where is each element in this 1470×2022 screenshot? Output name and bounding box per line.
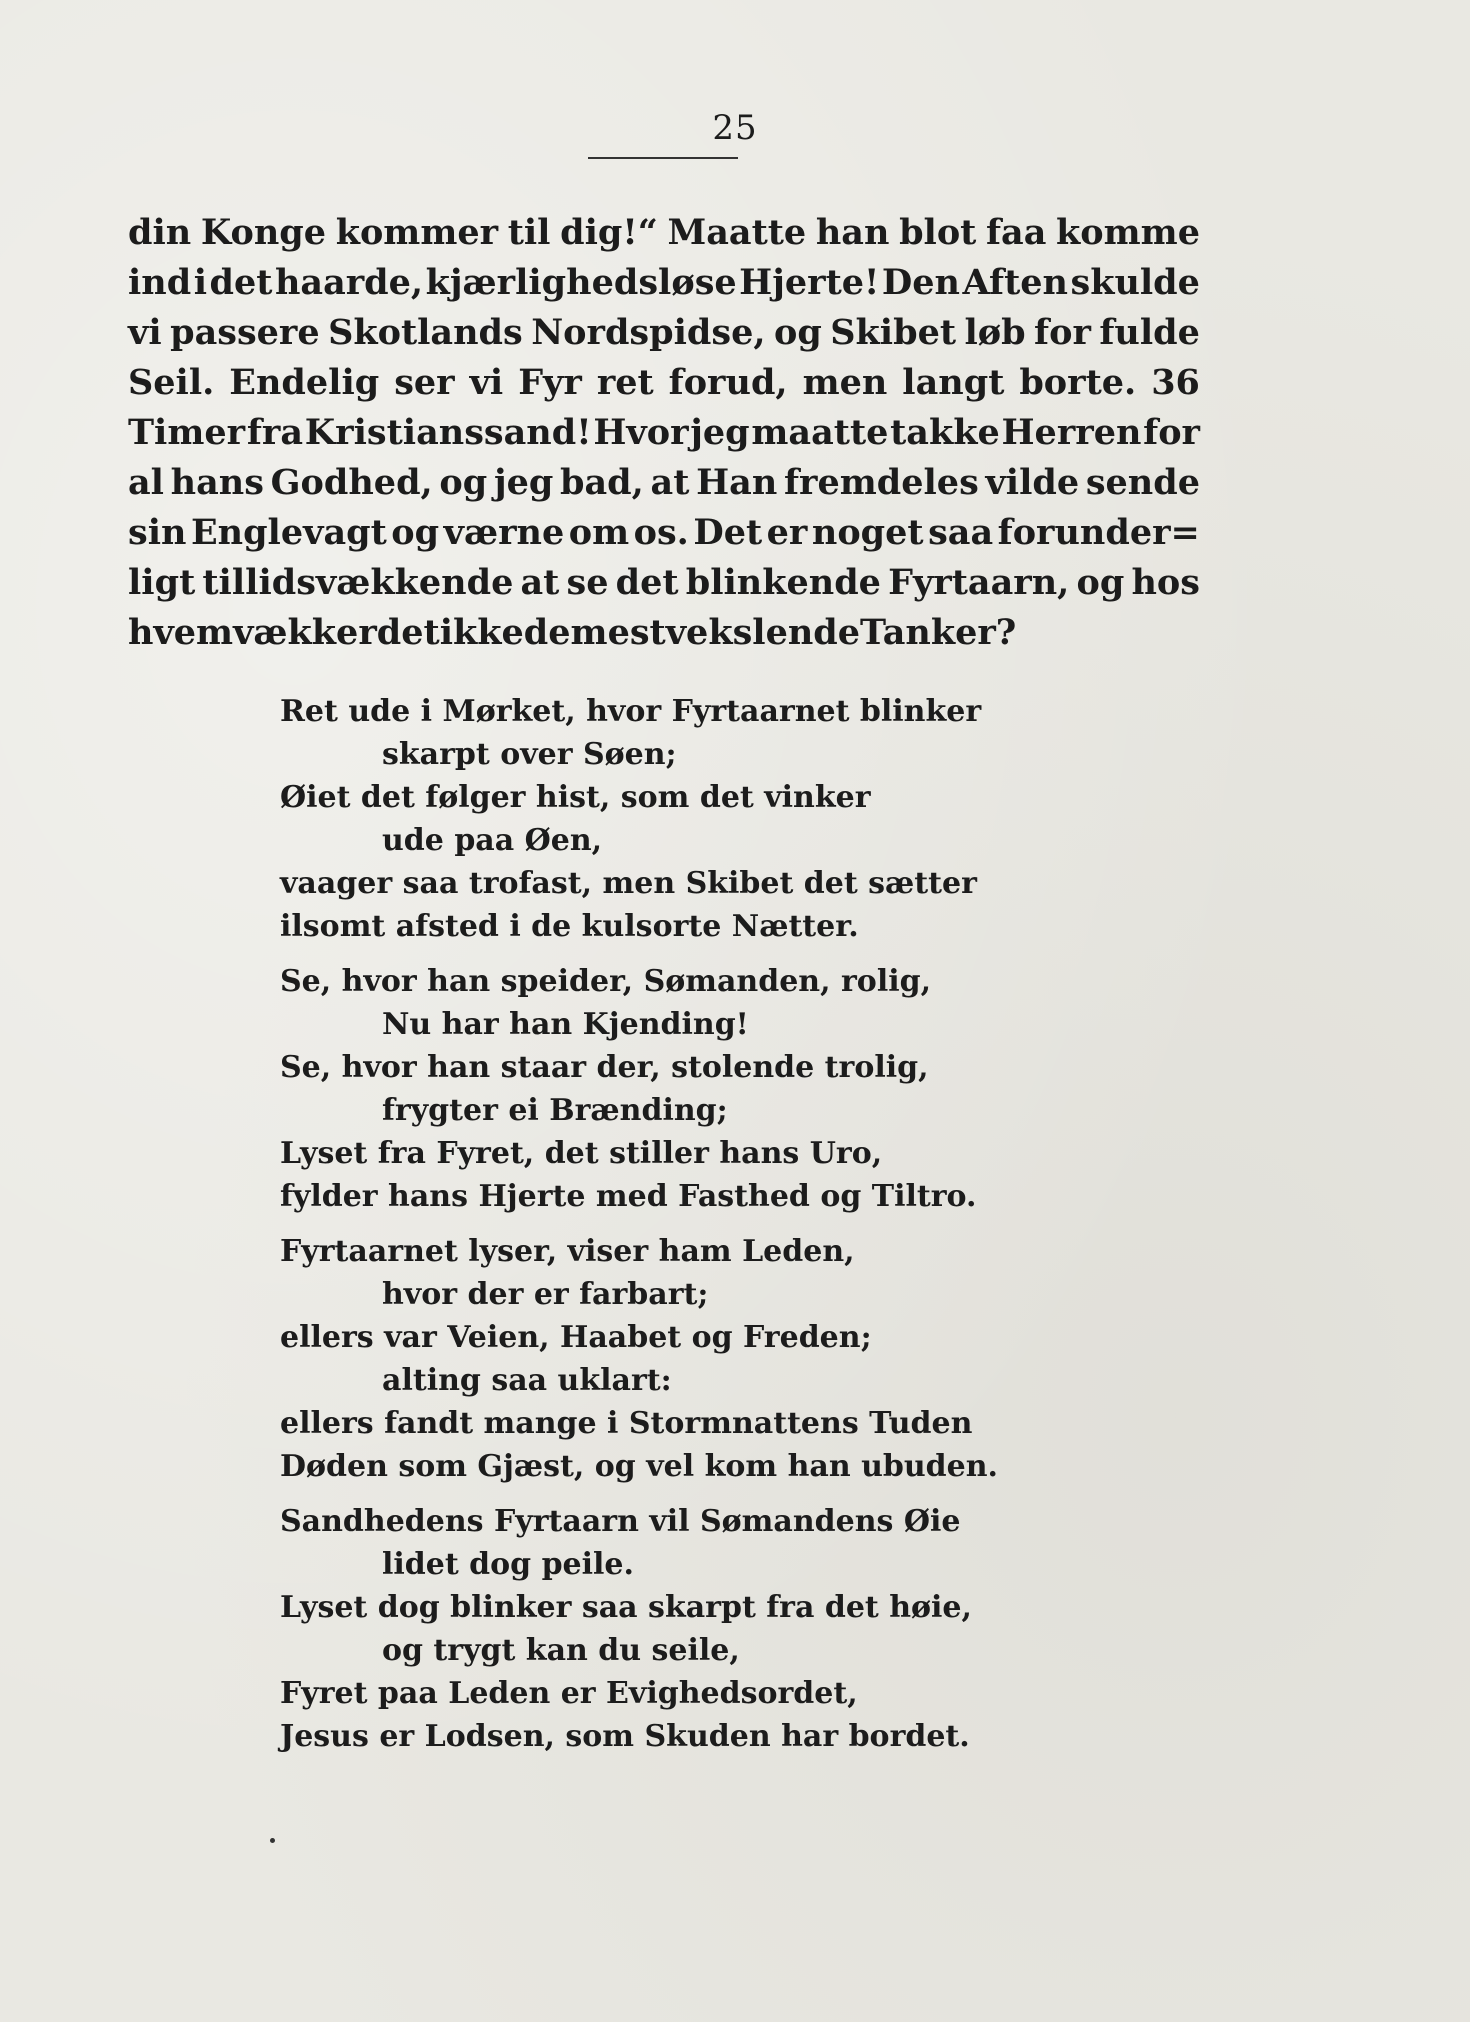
- prose-paragraph: [128, 208, 1200, 658]
- prose-word: Kristianssand!: [304, 412, 592, 453]
- prose-word: hvem: [128, 612, 234, 653]
- prose-word: han: [815, 212, 890, 253]
- prose-word: og: [774, 312, 822, 353]
- poem-line: Fyret paa Leden er Evighedsordet,: [280, 1676, 858, 1711]
- prose-word: og: [1076, 562, 1125, 603]
- prose-word: at: [650, 462, 690, 503]
- poem-stanza: [280, 1230, 1160, 1488]
- poem: [280, 690, 1160, 1770]
- prose-word: din: [128, 212, 192, 253]
- prose-word: forud,: [668, 362, 788, 403]
- poem-line: Ret ude i Mørket, hvor Fyrtaarnet blinker: [280, 694, 982, 729]
- prose-line: [128, 608, 1200, 658]
- prose-word: fulde: [1099, 312, 1200, 353]
- prose-word: værne: [443, 512, 565, 553]
- prose-word: komme: [1056, 212, 1200, 253]
- prose-word: og: [439, 462, 488, 503]
- prose-word: se: [566, 562, 609, 603]
- prose-line: [128, 208, 1200, 258]
- prose-line: [128, 258, 1200, 308]
- prose-word: i: [193, 262, 208, 303]
- poem-stanza: [280, 1500, 1160, 1758]
- prose-word: vekslende: [665, 612, 861, 653]
- prose-word: fra: [246, 412, 304, 453]
- prose-word: ikke: [439, 612, 524, 653]
- poem-line: og trygt kan du seile,: [382, 1633, 740, 1668]
- prose-word: passere: [170, 312, 320, 353]
- prose-word: takke: [890, 412, 1000, 453]
- prose-word: vilde: [985, 462, 1080, 503]
- poem-line: skarpt over Søen;: [382, 737, 677, 772]
- prose-word: Endelig: [229, 362, 380, 403]
- prose-word: ret: [596, 362, 654, 403]
- page-number: 25: [712, 108, 758, 148]
- poem-line: fylder hans Hjerte med Fasthed og Tiltro.: [280, 1179, 977, 1214]
- poem-line: Lyset dog blinker saa skarpt fra det høie,: [280, 1590, 972, 1625]
- prose-word: det: [615, 562, 679, 603]
- prose-word: Konge: [200, 212, 327, 253]
- prose-word: Fyr: [518, 362, 582, 403]
- prose-line: [128, 358, 1200, 408]
- prose-line: [128, 558, 1200, 608]
- prose-word: Skotlands: [328, 312, 523, 353]
- poem-line: ellers fandt mange i Stormnattens Tuden: [280, 1406, 973, 1441]
- poem-line: lidet dog peile.: [382, 1547, 634, 1582]
- prose-word: til: [507, 212, 551, 253]
- prose-word: det: [209, 262, 273, 303]
- prose-word: kommer: [335, 212, 499, 253]
- poem-line: Øiet det følger hist, som det vinker: [280, 780, 871, 815]
- prose-word: bad,: [560, 462, 644, 503]
- poem-line: hvor der er farbart;: [382, 1277, 709, 1312]
- prose-word: Den: [881, 262, 960, 303]
- prose-word: vækker: [233, 612, 377, 653]
- prose-line: [128, 408, 1200, 458]
- prose-word: blot: [899, 212, 977, 253]
- poem-line: alting saa uklart:: [382, 1363, 672, 1398]
- prose-word: Seil.: [128, 362, 215, 403]
- prose-word: jeg: [690, 412, 750, 453]
- poem-line: ude paa Øen,: [382, 823, 603, 858]
- prose-word: Godhed,: [270, 462, 433, 503]
- prose-line: [128, 308, 1200, 358]
- prose-word: vi: [128, 312, 162, 353]
- prose-word: os.: [633, 512, 689, 553]
- prose-word: haarde,: [274, 262, 424, 303]
- prose-word: vi: [469, 362, 504, 403]
- prose-word: mest: [570, 612, 666, 653]
- prose-word: ser: [394, 362, 455, 403]
- prose-word: sende: [1085, 462, 1200, 503]
- prose-word: noget: [811, 512, 924, 553]
- prose-word: men: [802, 362, 888, 403]
- prose-word: de: [523, 612, 571, 653]
- poem-line: frygter ei Brænding;: [382, 1093, 728, 1128]
- prose-word: tillidsvækkende: [202, 562, 514, 603]
- prose-word: hos: [1131, 562, 1200, 603]
- prose-word: Maatte: [667, 212, 807, 253]
- prose-word: faa: [985, 212, 1047, 253]
- prose-word: er: [766, 512, 808, 553]
- poem-line: ellers var Veien, Haabet og Freden;: [280, 1320, 872, 1355]
- prose-line: [128, 508, 1200, 558]
- prose-word: ind: [128, 262, 192, 303]
- paper-speck: [270, 1838, 275, 1843]
- prose-line: [128, 458, 1200, 508]
- prose-word: Tanker?: [860, 612, 1017, 653]
- prose-word: løb: [964, 312, 1026, 353]
- prose-word: borte.: [1019, 362, 1137, 403]
- prose-word: fremdeles: [783, 462, 979, 503]
- prose-word: Nordspidse,: [531, 312, 766, 353]
- prose-word: dig!“: [560, 212, 658, 253]
- poem-line: Se, hvor han staar der, stolende trolig,: [280, 1050, 929, 1085]
- prose-word: al: [128, 462, 164, 503]
- header-rule: [588, 157, 738, 159]
- prose-word: skulde: [1070, 262, 1200, 303]
- prose-word: jeg: [493, 462, 554, 503]
- prose-word: sin: [128, 512, 187, 553]
- prose-word: langt: [902, 362, 1005, 403]
- prose-word: hans: [170, 462, 264, 503]
- prose-word: Timer: [128, 412, 246, 453]
- prose-word: forunder=: [997, 512, 1200, 553]
- prose-word: kjærlighedsløse: [425, 262, 737, 303]
- prose-word: Det: [693, 512, 763, 553]
- poem-stanza: [280, 960, 1160, 1218]
- prose-word: for: [1034, 312, 1091, 353]
- prose-word: Skibet: [830, 312, 957, 353]
- poem-line: Nu har han Kjending!: [382, 1007, 749, 1042]
- poem-line: Jesus er Lodsen, som Skuden har bordet.: [280, 1719, 970, 1754]
- poem-stanza: [280, 690, 1160, 948]
- prose-word: Herren: [1001, 412, 1142, 453]
- poem-line: vaager saa trofast, men Skibet det sætter: [280, 866, 977, 901]
- prose-word: det: [376, 612, 440, 653]
- poem-line: Lyset fra Fyret, det stiller hans Uro,: [280, 1136, 883, 1171]
- prose-word: maatte: [751, 412, 889, 453]
- prose-word: Hjerte!: [739, 262, 880, 303]
- prose-word: og: [391, 512, 440, 553]
- prose-word: blinkende: [685, 562, 881, 603]
- prose-word: saa: [928, 512, 994, 553]
- prose-word: for: [1143, 412, 1200, 453]
- prose-word: Aften: [962, 262, 1068, 303]
- poem-line: Se, hvor han speider, Sømanden, rolig,: [280, 964, 932, 999]
- prose-word: Hvor: [593, 412, 689, 453]
- poem-line: Sandhedens Fyrtaarn vil Sømandens Øie: [280, 1504, 961, 1539]
- prose-word: om: [568, 512, 630, 553]
- prose-word: Englevagt: [190, 512, 387, 553]
- poem-line: ilsomt afsted i de kulsorte Nætter.: [280, 909, 859, 944]
- prose-word: ligt: [128, 562, 196, 603]
- poem-line: Fyrtaarnet lyser, viser ham Leden,: [280, 1234, 855, 1269]
- prose-word: at: [520, 562, 560, 603]
- prose-word: Fyrtaarn,: [888, 562, 1070, 603]
- prose-word: 36: [1151, 362, 1200, 403]
- prose-word: Han: [696, 462, 778, 503]
- poem-line: Døden som Gjæst, og vel kom han ubuden.: [280, 1449, 998, 1484]
